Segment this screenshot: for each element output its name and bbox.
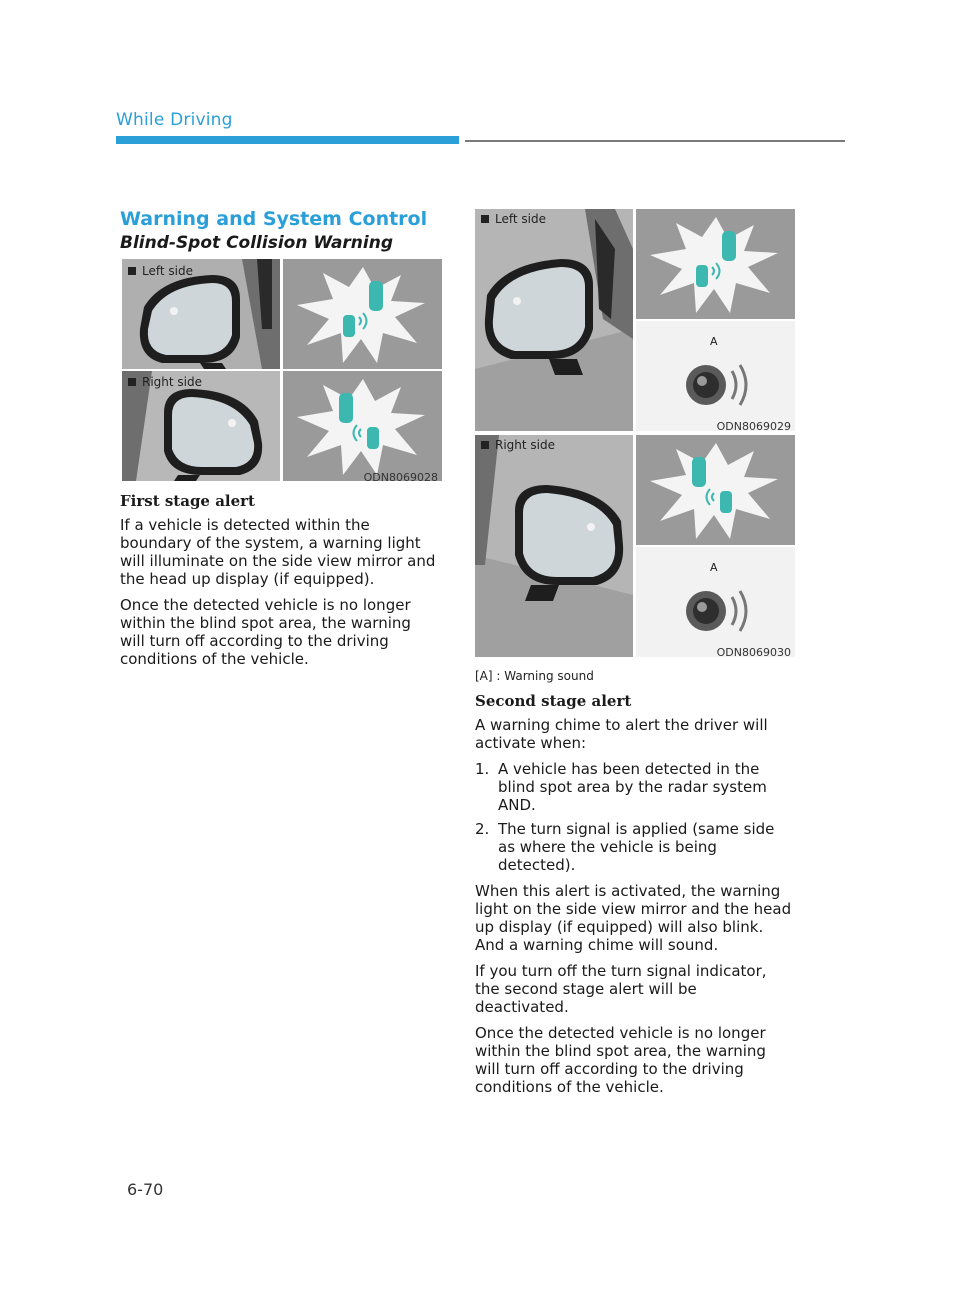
warning-graphic-right <box>283 371 442 481</box>
list-item: 1. A vehicle has been detected in the blind spot area by the radar system AND. <box>475 760 767 814</box>
figure-first-stage <box>122 259 442 484</box>
warning-graphic-left <box>636 209 795 319</box>
bullet-square-icon <box>481 215 489 223</box>
bullet-square-icon <box>128 267 136 275</box>
section-title: While Driving <box>116 110 233 130</box>
mirror-photo-right-large <box>475 435 633 657</box>
second-stage-paragraph-3: Once the detected vehicle is no longer within the blind spot area, the warning will turn off according to the driving conditions of the vehicle. <box>475 1024 766 1096</box>
page-subtitle: Blind-Spot Collision Warning <box>120 233 394 253</box>
page-title: Warning and System Control <box>120 208 428 230</box>
first-stage-paragraph-1: If a vehicle is detected within the boundary of the system, a warning light will illuminate on the side view mirror and the head up display (if equipped). <box>120 516 436 588</box>
mirror-photo-left-large <box>475 209 633 431</box>
figure-left-side <box>475 209 795 431</box>
header-rule-accent <box>116 136 459 144</box>
figure-code: ODN8069029 <box>716 420 791 433</box>
condition-list <box>475 760 795 880</box>
second-stage-paragraph-2: If you turn off the turn signal indicator, the second stage alert will be deactivated. <box>475 962 767 1016</box>
first-stage-paragraph-2: Once the detected vehicle is no longer within the blind spot area, the warning will turn off according to the driving conditions of the vehicle. <box>120 596 411 668</box>
bullet-square-icon <box>481 441 489 449</box>
figure-caption-right: Right side <box>495 438 555 452</box>
figure-caption-right: Right side <box>142 375 202 389</box>
figure-code: ODN8069028 <box>363 471 438 484</box>
warning-sound-marker: A <box>710 561 718 574</box>
figure-code: ODN8069030 <box>716 646 791 659</box>
page-number: 6-70 <box>127 1180 164 1199</box>
header-rule <box>465 140 845 142</box>
first-stage-title: First stage alert <box>120 492 255 510</box>
second-stage-title: Second stage alert <box>475 692 632 710</box>
figure-caption-left: Left side <box>495 212 546 226</box>
warning-graphic-right <box>636 435 795 545</box>
second-stage-paragraph-1: When this alert is activated, the warning light on the side view mirror and the head up display (if equipped) will also blink. And a warning chime will sound. <box>475 882 792 954</box>
warning-sound-marker: A <box>710 335 718 348</box>
figure-caption-left: Left side <box>142 264 193 278</box>
bullet-square-icon <box>128 378 136 386</box>
list-item: 2. The turn signal is applied (same side as where the vehicle is being detected). <box>475 820 775 874</box>
second-stage-intro: A warning chime to alert the driver will activate when: <box>475 716 768 752</box>
warning-graphic-left <box>283 259 442 369</box>
figure-legend: [A] : Warning sound <box>475 669 594 683</box>
figure-right-side <box>475 435 795 657</box>
